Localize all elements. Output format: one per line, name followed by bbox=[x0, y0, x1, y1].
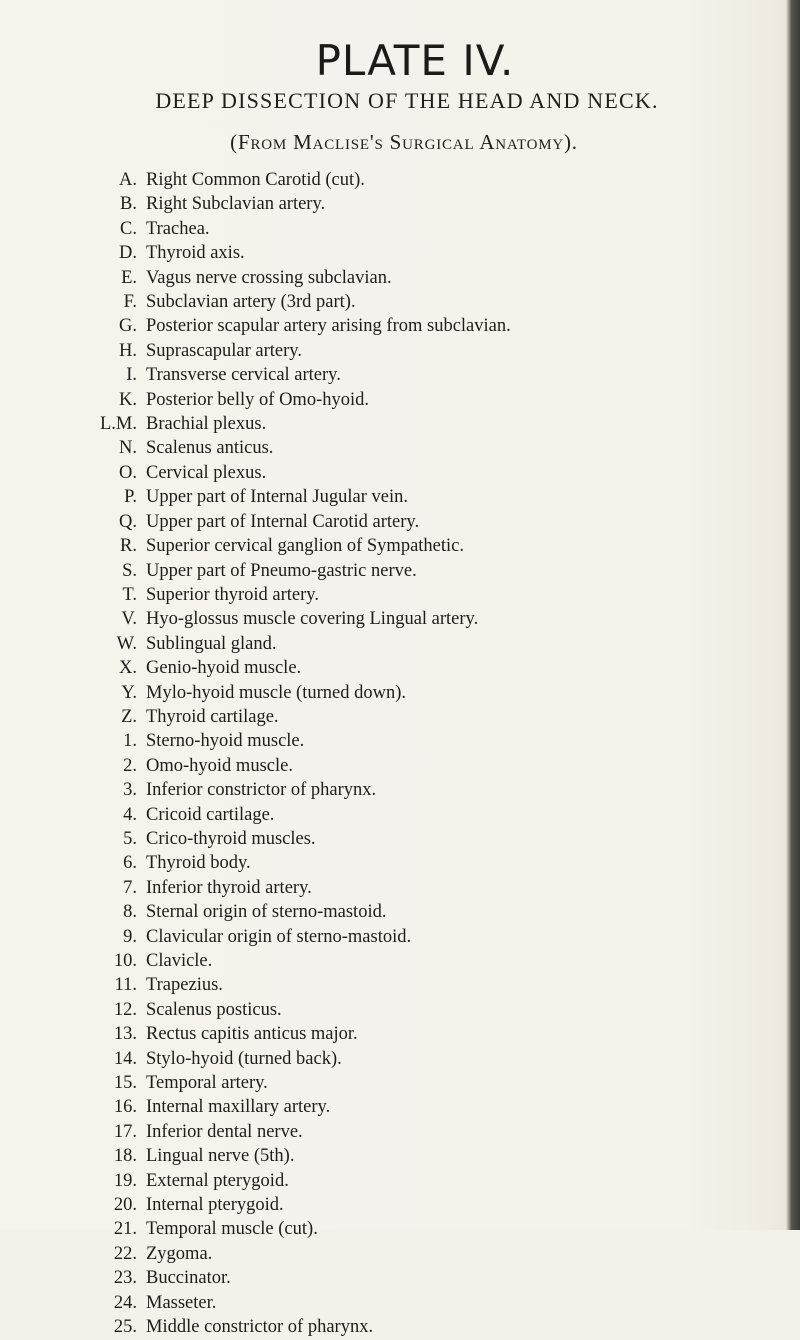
legend-text: Superior cervical ganglion of Sympathetic. bbox=[146, 536, 465, 557]
legend-text: Transverse cervical artery. bbox=[146, 365, 341, 386]
subtitle-work-initial-1: S bbox=[389, 130, 403, 154]
legend-key: 7. bbox=[123, 877, 137, 898]
legend-text: Superior thyroid artery. bbox=[146, 584, 319, 605]
legend-key: V. bbox=[121, 609, 137, 630]
legend-text: Thyroid cartilage. bbox=[146, 706, 279, 727]
subtitle-work-rest-1: urgical bbox=[402, 130, 475, 154]
subtitle-from-rest: rom bbox=[250, 130, 288, 154]
legend-key: 20. bbox=[113, 1195, 137, 1216]
legend-text: External pterygoid. bbox=[146, 1170, 289, 1191]
legend-text: Suprascapular artery. bbox=[146, 340, 302, 361]
legend-key: 11. bbox=[114, 975, 137, 996]
legend-key: A. bbox=[119, 170, 137, 190]
legend-text: Upper part of Internal Carotid artery. bbox=[146, 511, 420, 532]
legend-key: 5. bbox=[123, 828, 137, 849]
legend-key: N. bbox=[119, 438, 137, 459]
legend-text: Crico-thyroid muscles. bbox=[146, 828, 316, 849]
legend-text: Temporal artery. bbox=[146, 1073, 268, 1094]
legend-key: 3. bbox=[123, 780, 137, 801]
subtitle-work-initial-2: A bbox=[479, 130, 496, 154]
legend-key: 24. bbox=[113, 1292, 137, 1313]
legend-text: Cervical plexus. bbox=[146, 462, 267, 483]
legend-key: 9. bbox=[123, 926, 137, 947]
legend-text: Scalenus posticus. bbox=[146, 999, 282, 1020]
legend-key: C. bbox=[120, 218, 137, 239]
legend-key: Q. bbox=[119, 511, 137, 532]
legend-text: Buccinator. bbox=[146, 1268, 231, 1289]
legend-key: Z. bbox=[121, 706, 137, 727]
legend-text: Posterior scapular artery arising from subclavian. bbox=[146, 316, 511, 337]
legend-key: 14. bbox=[113, 1048, 137, 1069]
legend-text: Internal maxillary artery. bbox=[146, 1097, 331, 1118]
subtitle-author-initial: M bbox=[293, 130, 313, 154]
legend-key: 12. bbox=[113, 999, 137, 1020]
legend-text: Posterior belly of Omo-hyoid. bbox=[146, 389, 370, 410]
legend-key: K. bbox=[119, 389, 137, 410]
legend-key: W. bbox=[116, 633, 137, 654]
legend-key: G. bbox=[119, 316, 137, 337]
legend-key: 13. bbox=[113, 1024, 137, 1045]
subtitle-close: ). bbox=[563, 130, 578, 154]
legend-text: Sublingual gland. bbox=[146, 633, 277, 654]
legend-text: Vagus nerve crossing subclavian. bbox=[146, 267, 392, 288]
subtitle-open: ( bbox=[230, 130, 238, 154]
legend-key: L.M. bbox=[100, 414, 137, 435]
legend-text: Right Subclavian artery. bbox=[146, 194, 326, 215]
legend-text: Stylo-hyoid (turned back). bbox=[146, 1048, 342, 1069]
legend-text: Sterno-hyoid muscle. bbox=[146, 731, 305, 752]
legend-text: Lingual nerve (5th). bbox=[146, 1146, 295, 1167]
legend-key: I. bbox=[126, 365, 137, 386]
legend-text: Masseter. bbox=[146, 1292, 217, 1313]
legend-key: T. bbox=[122, 584, 137, 605]
legend-key: 22. bbox=[113, 1243, 137, 1264]
legend-key: D. bbox=[119, 243, 137, 264]
subtitle-author-rest: aclise's bbox=[312, 130, 384, 154]
legend-text: Trachea. bbox=[146, 218, 210, 239]
legend-key: 6. bbox=[123, 853, 137, 874]
legend-text: Cricoid cartilage. bbox=[146, 804, 275, 825]
legend-text: Subclavian artery (3rd part). bbox=[146, 292, 356, 313]
legend-text: Brachial plexus. bbox=[146, 414, 267, 435]
legend-text: Right Common Carotid (cut). bbox=[146, 170, 365, 190]
legend-text: Thyroid axis. bbox=[146, 243, 245, 264]
legend-key: P. bbox=[124, 487, 137, 508]
legend-key: 4. bbox=[123, 804, 137, 825]
legend-text: Inferior constrictor of pharynx. bbox=[146, 780, 377, 801]
source-citation bbox=[0, 130, 800, 155]
legend-text: Clavicular origin of sterno-mastoid. bbox=[146, 926, 412, 947]
legend-key: Y. bbox=[121, 682, 137, 703]
legend-key: 10. bbox=[113, 951, 137, 971]
legend-text: Trapezius. bbox=[146, 975, 223, 996]
legend-text: Rectus capitis anticus major. bbox=[146, 1024, 358, 1045]
legend-key: H. bbox=[119, 340, 137, 361]
legend-text: Temporal muscle (cut). bbox=[146, 1219, 318, 1240]
legend-text: Hyo-glossus muscle covering Lingual artery. bbox=[146, 609, 479, 630]
legend-text: Mylo-hyoid muscle (turned down). bbox=[146, 682, 406, 703]
legend-text: Upper part of Pneumo-gastric nerve. bbox=[146, 560, 417, 581]
legend-key: 17. bbox=[113, 1121, 137, 1142]
legend-text: Middle constrictor of pharynx. bbox=[146, 1317, 374, 1338]
legend-text: Inferior dental nerve. bbox=[146, 1121, 303, 1142]
legend-key: R. bbox=[120, 536, 137, 557]
legend-text: Upper part of Internal Jugular vein. bbox=[146, 487, 408, 508]
legend-text: Clavicle. bbox=[146, 951, 213, 971]
legend-text: Thyroid body. bbox=[146, 853, 251, 874]
legend-text: Genio-hyoid muscle. bbox=[146, 658, 302, 679]
legend-key: 25. bbox=[113, 1317, 137, 1338]
legend-key: 2. bbox=[123, 755, 137, 776]
page-edge-shadow bbox=[786, 0, 800, 1230]
legend-key: X. bbox=[119, 658, 137, 679]
legend-text: Scalenus anticus. bbox=[146, 438, 274, 459]
legend-key: 16. bbox=[113, 1097, 137, 1118]
legend-key: S. bbox=[122, 560, 137, 581]
legend-key: B. bbox=[120, 194, 137, 215]
legend-key: 15. bbox=[113, 1073, 137, 1094]
plate-title: PLATE IV. bbox=[315, 36, 515, 85]
legend-text: Sternal origin of sterno-mastoid. bbox=[146, 902, 387, 923]
legend-key: 23. bbox=[113, 1268, 137, 1289]
legend-key: 8. bbox=[123, 902, 137, 923]
legend-key: F. bbox=[123, 292, 137, 313]
legend-key: 1. bbox=[123, 731, 137, 752]
subtitle-work-rest-2: natomy bbox=[495, 130, 564, 154]
subtitle-from-initial: F bbox=[237, 130, 251, 154]
legend-text: Zygoma. bbox=[146, 1243, 213, 1264]
legend-key: O. bbox=[119, 462, 137, 483]
legend-key: E. bbox=[121, 267, 137, 288]
legend-key: 19. bbox=[113, 1170, 137, 1191]
main-title: DEEP DISSECTION OF THE HEAD AND NECK. bbox=[155, 88, 659, 113]
legend-text: Omo-hyoid muscle. bbox=[146, 755, 293, 776]
legend-text: Internal pterygoid. bbox=[146, 1195, 284, 1216]
legend-key: 21. bbox=[113, 1219, 137, 1240]
legend-key: 18. bbox=[113, 1146, 137, 1167]
legend-text: Inferior thyroid artery. bbox=[146, 877, 312, 898]
